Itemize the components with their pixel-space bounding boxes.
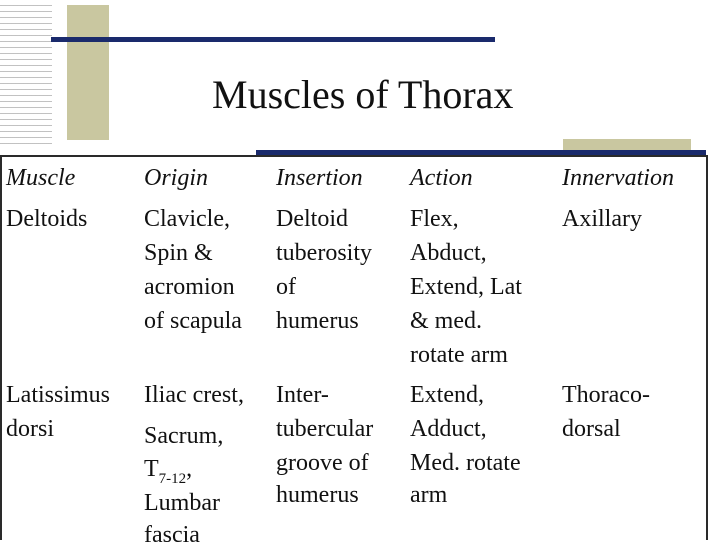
row2-insertion-line1: Inter- <box>276 382 329 408</box>
row2-origin-line2: Sacrum, <box>144 423 224 449</box>
row1-insertion-line4: humerus <box>276 308 359 334</box>
top-accent-bar <box>51 37 495 42</box>
row1-insertion-line3: of <box>276 274 296 300</box>
row2-innervation-line1: Thoraco- <box>562 382 650 408</box>
row1-insertion-line2: tuberosity <box>276 240 372 266</box>
row2-origin-line5: fascia <box>144 522 200 548</box>
row2-innervation-line2: dorsal <box>562 416 621 442</box>
row2-origin-comma: , <box>186 456 193 482</box>
row1-action-line2: Abduct, <box>410 240 487 266</box>
row1-innervation-line1: Axillary <box>562 206 642 232</box>
row2-origin-line1: Iliac crest, <box>144 382 244 408</box>
row1-origin-line2: Spin & <box>144 240 213 266</box>
row1-action-line4: & med. <box>410 308 482 334</box>
row1-muscle-line1: Deltoids <box>6 206 88 232</box>
row2-muscle-line1: Latissimus <box>6 382 111 408</box>
header-insertion: Insertion <box>276 165 363 191</box>
row2-origin-t-subscript: 7-12 <box>158 471 187 487</box>
row2-muscle-line2: dorsi <box>6 416 54 442</box>
row1-origin-line3: acromion <box>144 274 235 300</box>
row1-origin-line1: Clavicle, <box>144 206 230 232</box>
decorative-block <box>67 5 109 140</box>
row2-insertion-line2: tubercular <box>276 416 374 442</box>
row2-origin-line3 <box>144 452 192 489</box>
decorative-lines <box>0 0 52 144</box>
row2-origin-line4: Lumbar <box>144 490 220 516</box>
row2-action-line2: Adduct, <box>410 416 487 442</box>
slide-title: Muscles of Thorax <box>212 72 514 117</box>
header-muscle: Muscle <box>6 165 76 191</box>
row1-action-line5: rotate arm <box>410 342 508 368</box>
row2-action-line3: Med. rotate <box>410 450 521 476</box>
row1-action-line3: Extend, Lat <box>410 274 522 300</box>
row2-insertion-line3: groove of <box>276 450 369 476</box>
header-innervation: Innervation <box>562 165 674 191</box>
row1-action-line1: Flex, <box>410 206 459 232</box>
row2-action-line1: Extend, <box>410 382 484 408</box>
row2-insertion-line4: humerus <box>276 482 359 508</box>
row1-origin-line4: of scapula <box>144 308 242 334</box>
header-origin: Origin <box>144 165 209 191</box>
row1-insertion-line1: Deltoid <box>276 206 348 232</box>
row2-origin-t: T <box>144 456 159 482</box>
row2-action-line4: arm <box>410 482 448 508</box>
header-action: Action <box>410 165 473 191</box>
